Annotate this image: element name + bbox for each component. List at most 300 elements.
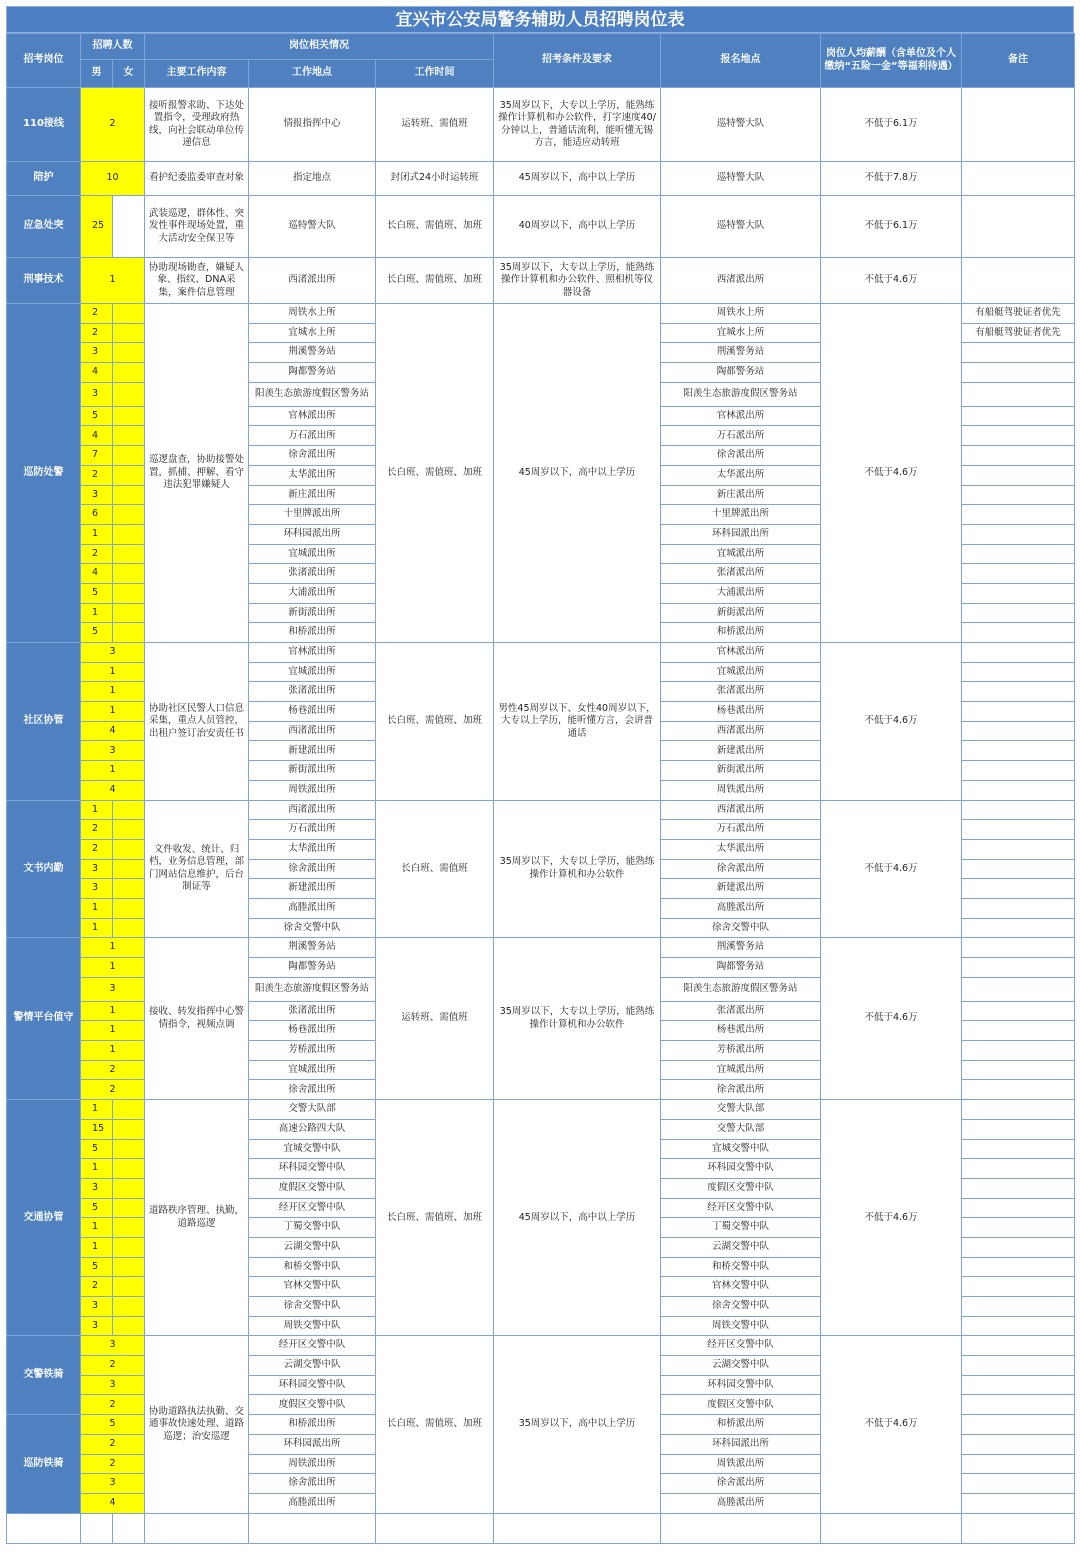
remark xyxy=(962,1474,1075,1494)
signup-location: 云湖交警中队 xyxy=(661,1237,821,1257)
male-count: 4 xyxy=(81,1493,145,1513)
male-count: 3 xyxy=(81,1178,113,1198)
female-count xyxy=(113,1297,145,1317)
female-count xyxy=(113,544,145,564)
header-time: 工作时间 xyxy=(376,60,494,88)
remark xyxy=(962,258,1075,304)
remark xyxy=(962,977,1075,1001)
female-count xyxy=(113,382,145,406)
remark xyxy=(962,643,1075,663)
signup-location: 西渚派出所 xyxy=(661,258,821,304)
remark xyxy=(962,1178,1075,1198)
signup-location: 宜城派出所 xyxy=(661,662,821,682)
position-name: 巡防处警 xyxy=(7,304,81,643)
male-count: 5 xyxy=(81,1257,113,1277)
duty-description: 协助道路执法执勤、交通事故快速处理、道路巡逻；治安巡逻 xyxy=(145,1336,249,1513)
duty-description: 看护纪委监委审查对象 xyxy=(145,162,249,196)
table-row xyxy=(7,938,1075,958)
duty-description: 协助社区民警人口信息采集，重点人员管控，出租户签订治安责任书 xyxy=(145,643,249,801)
signup-location: 环科园派出所 xyxy=(661,524,821,544)
remark xyxy=(962,1119,1075,1139)
signup-location: 新建派出所 xyxy=(661,741,821,761)
salary: 不低于4.6万 xyxy=(821,304,962,643)
empty-cell xyxy=(81,1513,113,1543)
salary: 不低于4.6万 xyxy=(821,643,962,801)
female-count xyxy=(113,505,145,525)
work-location: 度假区交警中队 xyxy=(249,1178,376,1198)
work-location: 周铁派出所 xyxy=(249,780,376,800)
male-count: 3 xyxy=(81,977,145,1001)
work-location: 和桥交警中队 xyxy=(249,1257,376,1277)
female-count xyxy=(113,363,145,383)
empty-cell xyxy=(962,1513,1075,1543)
salary: 不低于6.1万 xyxy=(821,196,962,258)
female-count xyxy=(113,564,145,584)
remark xyxy=(962,88,1075,162)
duty-description: 接听报警求助、下达处置指令，受理政府热线，向社会联动单位传递信息 xyxy=(145,88,249,162)
work-location: 和桥派出所 xyxy=(249,623,376,643)
male-count: 2 xyxy=(81,1277,113,1297)
remark xyxy=(962,583,1075,603)
work-location: 陶都警务站 xyxy=(249,958,376,978)
work-location: 宜城派出所 xyxy=(249,544,376,564)
work-location: 太华派出所 xyxy=(249,465,376,485)
male-count: 4 xyxy=(81,363,113,383)
male-count: 4 xyxy=(81,564,113,584)
work-location: 宜城水上所 xyxy=(249,323,376,343)
remark xyxy=(962,1316,1075,1336)
signup-location: 环科园交警中队 xyxy=(661,1375,821,1395)
work-location: 十里牌派出所 xyxy=(249,505,376,525)
signup-location: 巡特警大队 xyxy=(661,162,821,196)
positions-table xyxy=(6,33,1075,1544)
header-count: 招聘人数 xyxy=(81,34,145,60)
female-count xyxy=(113,465,145,485)
work-location: 徐舍派出所 xyxy=(249,1080,376,1100)
table-row xyxy=(7,196,1075,258)
female-count xyxy=(113,839,145,859)
header-duty: 主要工作内容 xyxy=(145,60,249,88)
duty-description: 协助现场勘查，嫌疑人象、指纹、DNA采集，案件信息管理 xyxy=(145,258,249,304)
remark: 有船艇驾驶证者优先 xyxy=(962,323,1075,343)
work-location: 宜城派出所 xyxy=(249,662,376,682)
male-count: 3 xyxy=(81,1375,145,1395)
table-row xyxy=(7,643,1075,663)
duty-description: 道路秩序管理、执勤，道路巡逻 xyxy=(145,1100,249,1336)
work-location: 新建派出所 xyxy=(249,879,376,899)
work-location: 交警大队部 xyxy=(249,1100,376,1120)
male-count: 3 xyxy=(81,382,113,406)
header-requirements: 招考条件及要求 xyxy=(494,34,661,88)
remark: 有船艇驾驶证者优先 xyxy=(962,304,1075,324)
remark xyxy=(962,623,1075,643)
signup-location: 环科园派出所 xyxy=(661,1434,821,1454)
work-location: 经开区交警中队 xyxy=(249,1198,376,1218)
empty-cell xyxy=(821,1513,962,1543)
positions-body xyxy=(7,88,1075,1544)
male-count: 2 xyxy=(81,1395,145,1415)
work-location: 徐舍交警中队 xyxy=(249,1297,376,1317)
remark xyxy=(962,603,1075,623)
female-count xyxy=(113,1237,145,1257)
requirements: 35周岁以下，大专以上学历，能熟练操作计算机和办公软件，打字速度40/分钟以上，普通话流利，能听懂无锡方言，能适应动转班 xyxy=(494,88,661,162)
remark xyxy=(962,1493,1075,1513)
signup-location: 张渚派出所 xyxy=(661,564,821,584)
remark xyxy=(962,1297,1075,1317)
remark xyxy=(962,1434,1075,1454)
duty-description: 接收、转发指挥中心警情指令，视频点调 xyxy=(145,938,249,1100)
signup-location: 徐舍交警中队 xyxy=(661,1297,821,1317)
female-count xyxy=(113,918,145,938)
signup-location: 徐舍派出所 xyxy=(661,1474,821,1494)
table-row xyxy=(7,304,1075,324)
male-count: 5 xyxy=(81,623,113,643)
work-location: 环科园派出所 xyxy=(249,524,376,544)
male-count: 2 xyxy=(81,820,113,840)
signup-location: 荆溪警务站 xyxy=(661,343,821,363)
remark xyxy=(962,721,1075,741)
work-location: 环科园交警中队 xyxy=(249,1159,376,1179)
signup-location: 官林交警中队 xyxy=(661,1277,821,1297)
remark xyxy=(962,741,1075,761)
remark xyxy=(962,564,1075,584)
requirements: 35周岁以下，高中以上学历 xyxy=(494,1336,661,1513)
signup-location: 高塍派出所 xyxy=(661,898,821,918)
signup-location: 芳桥派出所 xyxy=(661,1041,821,1061)
male-count: 1 xyxy=(81,918,113,938)
empty-cell xyxy=(145,1513,249,1543)
remark xyxy=(962,1001,1075,1021)
male-count: 1 xyxy=(81,898,113,918)
remark xyxy=(962,702,1075,722)
remark xyxy=(962,1100,1075,1120)
work-location: 张渚派出所 xyxy=(249,1001,376,1021)
female-count xyxy=(113,406,145,426)
signup-location: 周铁交警中队 xyxy=(661,1316,821,1336)
position-name: 陪护 xyxy=(7,162,81,196)
duty-description: 文件收发、统计、归档，业务信息管理，部门网站信息维护，后台制证等 xyxy=(145,800,249,938)
empty-cell xyxy=(661,1513,821,1543)
work-location: 丁蜀交警中队 xyxy=(249,1218,376,1238)
signup-location: 周铁派出所 xyxy=(661,1454,821,1474)
male-count: 1 xyxy=(81,603,113,623)
signup-location: 和桥派出所 xyxy=(661,1415,821,1435)
work-location: 新庄派出所 xyxy=(249,485,376,505)
male-count: 5 xyxy=(81,406,113,426)
work-time: 封闭式24小时运转班 xyxy=(376,162,494,196)
remark xyxy=(962,1356,1075,1376)
male-count: 2 xyxy=(81,465,113,485)
remark xyxy=(962,859,1075,879)
female-count xyxy=(113,524,145,544)
remark xyxy=(962,406,1075,426)
signup-location: 度假区交警中队 xyxy=(661,1178,821,1198)
male-count: 2 xyxy=(81,323,113,343)
empty-cell xyxy=(7,1513,81,1543)
remark xyxy=(962,1060,1075,1080)
work-time: 长白班、需值班、加班 xyxy=(376,258,494,304)
position-name: 交警铁骑 xyxy=(7,1336,81,1415)
duty-description: 巡逻盘查，协助接警处置，抓捕、押解、看守违法犯罪嫌疑人 xyxy=(145,304,249,643)
header-note: 备注 xyxy=(962,34,1075,88)
signup-location: 张渚派出所 xyxy=(661,682,821,702)
position-name: 刑事技术 xyxy=(7,258,81,304)
work-location: 周铁派出所 xyxy=(249,1454,376,1474)
male-count: 1 xyxy=(81,761,145,781)
requirements: 40周岁以下，高中以上学历 xyxy=(494,196,661,258)
male-count: 1 xyxy=(81,938,145,958)
work-location: 徐舍派出所 xyxy=(249,446,376,466)
work-location: 情报指挥中心 xyxy=(249,88,376,162)
work-time: 长白班、需值班、加班 xyxy=(376,1336,494,1513)
female-count xyxy=(113,1218,145,1238)
requirements: 男性45周岁以下、女性40周岁以下，大专以上学历，能听懂方言，会讲普通话 xyxy=(494,643,661,801)
work-location: 新建派出所 xyxy=(249,741,376,761)
remark xyxy=(962,682,1075,702)
signup-location: 新庄派出所 xyxy=(661,485,821,505)
female-count xyxy=(113,1159,145,1179)
requirements: 35周岁以下，大专以上学历，能熟练操作计算机和办公软件 xyxy=(494,938,661,1100)
signup-location: 和桥交警中队 xyxy=(661,1257,821,1277)
signup-location: 西渚派出所 xyxy=(661,721,821,741)
male-count: 4 xyxy=(81,721,145,741)
header-position: 招考岗位 xyxy=(7,34,81,88)
remark xyxy=(962,820,1075,840)
work-time: 运转班、需值班 xyxy=(376,938,494,1100)
remark xyxy=(962,958,1075,978)
requirements: 35周岁以下，大专以上学历，能熟练操作计算机和办公软件 xyxy=(494,800,661,938)
female-count xyxy=(113,603,145,623)
male-count: 7 xyxy=(81,446,113,466)
signup-location: 徐舍派出所 xyxy=(661,446,821,466)
female-count xyxy=(113,800,145,820)
position-name: 110接线 xyxy=(7,88,81,162)
work-location: 官林派出所 xyxy=(249,643,376,663)
signup-location: 周铁水上所 xyxy=(661,304,821,324)
male-count: 1 xyxy=(81,258,145,304)
remark xyxy=(962,485,1075,505)
remark xyxy=(962,1257,1075,1277)
work-location: 巡特警大队 xyxy=(249,196,376,258)
male-count: 2 xyxy=(81,88,145,162)
header-salary: 岗位人均薪酬（含单位及个人缴纳“五险一金”等福利待遇） xyxy=(821,34,962,88)
remark xyxy=(962,544,1075,564)
remark xyxy=(962,1159,1075,1179)
female-count xyxy=(113,343,145,363)
remark xyxy=(962,918,1075,938)
table-row xyxy=(7,1100,1075,1120)
table-row xyxy=(7,258,1075,304)
male-count: 2 xyxy=(81,839,113,859)
work-location: 环科园派出所 xyxy=(249,1434,376,1454)
signup-location: 张渚派出所 xyxy=(661,1001,821,1021)
signup-location: 徐舍派出所 xyxy=(661,1080,821,1100)
signup-location: 宜城交警中队 xyxy=(661,1139,821,1159)
male-count: 1 xyxy=(81,800,113,820)
work-location: 环科园交警中队 xyxy=(249,1375,376,1395)
work-time: 长白班、需值班、加班 xyxy=(376,1100,494,1336)
remark xyxy=(962,839,1075,859)
female-count xyxy=(113,879,145,899)
work-location: 杨巷派出所 xyxy=(249,1021,376,1041)
remark xyxy=(962,780,1075,800)
table-row xyxy=(7,162,1075,196)
remark xyxy=(962,465,1075,485)
signup-location: 交警大队部 xyxy=(661,1100,821,1120)
signup-location: 官林派出所 xyxy=(661,643,821,663)
work-time: 长白班、需值班、加班 xyxy=(376,643,494,801)
work-time: 长白班、需值班 xyxy=(376,800,494,938)
remark xyxy=(962,1454,1075,1474)
male-count: 1 xyxy=(81,1001,145,1021)
male-count: 1 xyxy=(81,682,145,702)
work-location: 陶都警务站 xyxy=(249,363,376,383)
salary: 不低于7.8万 xyxy=(821,162,962,196)
male-count: 2 xyxy=(81,1080,145,1100)
work-location: 云湖交警中队 xyxy=(249,1356,376,1376)
female-count xyxy=(113,1316,145,1336)
position-name: 社区协管 xyxy=(7,643,81,801)
table-row xyxy=(7,88,1075,162)
work-location: 张渚派出所 xyxy=(249,682,376,702)
remark xyxy=(962,1218,1075,1238)
signup-location: 新建派出所 xyxy=(661,879,821,899)
male-count: 3 xyxy=(81,643,145,663)
table-row xyxy=(7,1336,1075,1356)
female-count xyxy=(113,1119,145,1139)
signup-location: 和桥派出所 xyxy=(661,623,821,643)
work-location: 万石派出所 xyxy=(249,820,376,840)
remark xyxy=(962,1237,1075,1257)
male-count: 1 xyxy=(81,1159,113,1179)
remark xyxy=(962,1336,1075,1356)
signup-location: 云湖交警中队 xyxy=(661,1356,821,1376)
requirements: 45周岁以下，高中以上学历 xyxy=(494,1100,661,1336)
signup-location: 杨巷派出所 xyxy=(661,702,821,722)
remark xyxy=(962,1375,1075,1395)
signup-location: 新街派出所 xyxy=(661,761,821,781)
remark xyxy=(962,662,1075,682)
male-count: 4 xyxy=(81,780,145,800)
work-location: 经开区交警中队 xyxy=(249,1336,376,1356)
work-location: 杨巷派出所 xyxy=(249,702,376,722)
remark xyxy=(962,1198,1075,1218)
remark xyxy=(962,343,1075,363)
female-count xyxy=(113,1178,145,1198)
work-location: 官林交警中队 xyxy=(249,1277,376,1297)
remark xyxy=(962,800,1075,820)
header-related: 岗位相关情况 xyxy=(145,34,494,60)
signup-location: 宜城水上所 xyxy=(661,323,821,343)
female-count xyxy=(113,623,145,643)
remark xyxy=(962,938,1075,958)
header-location: 工作地点 xyxy=(249,60,376,88)
salary: 不低于4.6万 xyxy=(821,1100,962,1336)
signup-location: 经开区交警中队 xyxy=(661,1336,821,1356)
female-count xyxy=(113,446,145,466)
work-location: 荆溪警务站 xyxy=(249,938,376,958)
signup-location: 阳羡生态旅游度假区警务站 xyxy=(661,977,821,1001)
signup-location: 徐舍派出所 xyxy=(661,859,821,879)
signup-location: 陶都警务站 xyxy=(661,958,821,978)
remark xyxy=(962,505,1075,525)
work-location: 新街派出所 xyxy=(249,603,376,623)
female-count xyxy=(113,304,145,324)
salary: 不低于4.6万 xyxy=(821,800,962,938)
table-row xyxy=(7,800,1075,820)
work-location: 阳羡生态旅游度假区警务站 xyxy=(249,977,376,1001)
female-count xyxy=(113,1139,145,1159)
work-location: 宜城派出所 xyxy=(249,1060,376,1080)
male-count: 3 xyxy=(81,343,113,363)
remark xyxy=(962,426,1075,446)
work-location: 徐舍派出所 xyxy=(249,1474,376,1494)
signup-location: 西渚派出所 xyxy=(661,800,821,820)
remark xyxy=(962,879,1075,899)
work-location: 云湖交警中队 xyxy=(249,1237,376,1257)
male-count: 3 xyxy=(81,1297,113,1317)
female-count xyxy=(113,196,145,258)
signup-location: 宜城派出所 xyxy=(661,1060,821,1080)
work-location: 度假区交警中队 xyxy=(249,1395,376,1415)
male-count: 3 xyxy=(81,879,113,899)
male-count: 1 xyxy=(81,1237,113,1257)
male-count: 2 xyxy=(81,1434,145,1454)
work-location: 周铁交警中队 xyxy=(249,1316,376,1336)
signup-location: 荆溪警务站 xyxy=(661,938,821,958)
work-location: 新街派出所 xyxy=(249,761,376,781)
work-location: 西渚派出所 xyxy=(249,721,376,741)
male-count: 3 xyxy=(81,1474,145,1494)
male-count: 25 xyxy=(81,196,113,258)
empty-row xyxy=(7,1513,1075,1543)
signup-location: 度假区交警中队 xyxy=(661,1395,821,1415)
salary: 不低于4.6万 xyxy=(821,938,962,1100)
signup-location: 徐舍交警中队 xyxy=(661,918,821,938)
male-count: 2 xyxy=(81,1356,145,1376)
male-count: 3 xyxy=(81,485,113,505)
remark xyxy=(962,382,1075,406)
male-count: 2 xyxy=(81,1060,145,1080)
empty-cell xyxy=(376,1513,494,1543)
empty-cell xyxy=(113,1513,145,1543)
work-location: 西渚派出所 xyxy=(249,258,376,304)
work-location: 徐舍交警中队 xyxy=(249,918,376,938)
position-name: 巡防铁骑 xyxy=(7,1415,81,1513)
signup-location: 宜城派出所 xyxy=(661,544,821,564)
requirements: 45周岁以下，高中以上学历 xyxy=(494,304,661,643)
remark xyxy=(962,162,1075,196)
signup-location: 交警大队部 xyxy=(661,1119,821,1139)
work-location: 官林派出所 xyxy=(249,406,376,426)
female-count xyxy=(113,485,145,505)
recruitment-sheet xyxy=(6,6,1074,1544)
salary: 不低于4.6万 xyxy=(821,258,962,304)
female-count xyxy=(113,426,145,446)
work-location: 大浦派出所 xyxy=(249,583,376,603)
work-location: 和桥派出所 xyxy=(249,1415,376,1435)
work-location: 宜城交警中队 xyxy=(249,1139,376,1159)
remark xyxy=(962,898,1075,918)
female-count xyxy=(113,1198,145,1218)
salary: 不低于4.6万 xyxy=(821,1336,962,1513)
work-time: 长白班、需值班、加班 xyxy=(376,196,494,258)
work-location: 芳桥派出所 xyxy=(249,1041,376,1061)
requirements: 35周岁以下，大专以上学历，能熟练操作计算机和办公软件、照相机等仪器设备 xyxy=(494,258,661,304)
remark xyxy=(962,196,1075,258)
male-count: 1 xyxy=(81,958,145,978)
signup-location: 经开区交警中队 xyxy=(661,1198,821,1218)
